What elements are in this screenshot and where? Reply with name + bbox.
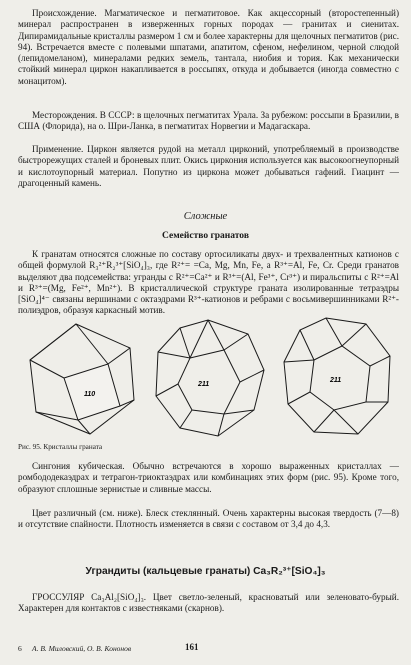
- face-label-211-b: 211: [330, 377, 342, 384]
- syngony-paragraph: Сингония кубическая. Обычно встречаются в хорошо выраженных кристаллах — ромбододекаэдрах и тетрагон-триоктаэдрах или комбинациях этих форм (рис. 95). Кроме того, образуют сплошные зернистые и сливные массы.: [18, 461, 399, 494]
- page-number: 161: [185, 642, 199, 652]
- family-heading: Семейство гранатов: [162, 231, 249, 241]
- signature-number: 6: [18, 644, 22, 653]
- combined-form-figure: [278, 316, 398, 445]
- face-label-211-a: 211: [198, 381, 210, 388]
- origin-paragraph: Происхождение. Магматическое и пегматитовое. Как акцессорный (второстепенный) минерал распространен в изверженных горных породах — гранитах и сиенитах. Дипирамидальные кристаллы размером 1 см и более характерны для щелочных пегматитов (рис. 94). Встречается вместе с полевыми шпатами, апатитом, сфеном, нефелином, черной слюдой (лепидомеланом), минералами редких земель, тантала, ниобия и тория. Как механически стойкий минерал циркон накапливается в россыпях, откуда и добывается (иногда совместно с монацитом).: [18, 8, 399, 86]
- section-heading: Сложные: [183, 211, 228, 222]
- grossular-paragraph: ГРОССУЛЯР Ca₃Al₂[SiO₄]₃. Цвет светло-зеленый, красноватый или зеленовато-бурый. Характерен для контактов с известняками (скарнов).: [18, 592, 399, 614]
- tetragon-trioctahedron-figure: [150, 318, 270, 445]
- figure-caption: Рис. 95. Кристаллы граната: [18, 443, 103, 451]
- face-label-110: 110: [84, 391, 96, 398]
- properties-paragraph: Цвет различный (см. ниже). Блеск стеклянный. Очень характерны высокая твердость (7—8) и отсутствие спайности. Плотность изменяется в связи с составом от 3,4 до 4,3.: [18, 508, 399, 530]
- garnet-intro-paragraph: К гранатам относятся сложные по составу ортосиликаты двух- и трехвалентных катионов с общей формулой R₃²⁺R₂³⁺[SiO₄]₃, где R²⁺= =Ca, Mg, Mn, Fe, а R³⁺=Al, Fe, Cr. Среди гранатов выделяют два подсемейства: угранды с R²⁺=Ca²⁺ и R³⁺=(Al, Fe³⁺, Cr³⁺) и пиральспиты с R²⁺=Al и R³⁺=(Mg, Fe²⁺, Mn²⁺). В кристаллической структуре граната изолированные тетраэдры [SiO₄]⁴⁻ связаны вершинами с октаэдрами R³⁺-катионов и ребрами с восьмивершинниками R²⁺-полиэдров, образуя каркасный мотив.: [18, 249, 399, 316]
- footer-authors: А. В. Миловский, О. В. Кононов: [32, 644, 132, 653]
- usage-paragraph: Применение. Циркон является рудой на металл цирконий, употребляемый в производстве быстрорежущих сталей и броневых плит. Окись циркония используется как высокоогнеупорный и кислотоупорный материал. Попутно из циркона может добываться гафний. Гиацинт — драгоценный камень.: [18, 144, 399, 188]
- rhombic-dodecahedron-figure: [18, 320, 148, 445]
- subfamily-heading: Уграндиты (кальцевые гранаты) Ca₃R₂³⁺[SiO₄]₃: [85, 566, 326, 577]
- deposits-paragraph: Месторождения. В СССР: в щелочных пегматитах Урала. За рубежом: россыпи в Бразилии, в США (Флорида), на о. Шри-Ланка, в пегматитах Норвегии и Мадагаскара.: [18, 110, 399, 132]
